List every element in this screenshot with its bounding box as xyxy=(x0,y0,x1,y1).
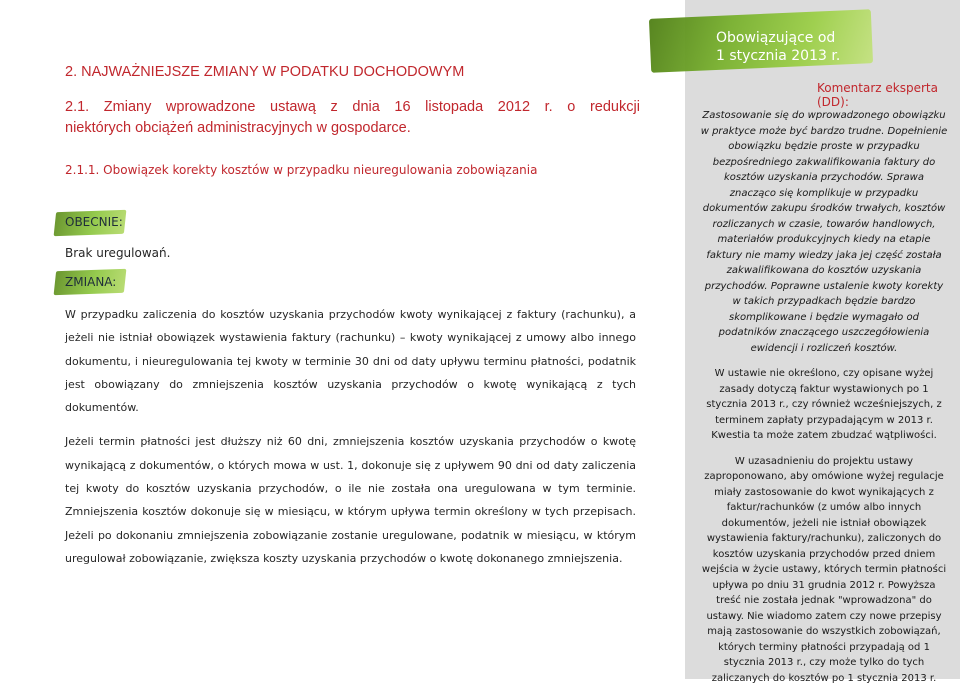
heading-2-1-word: wprowadzone xyxy=(166,97,255,118)
body-paragraph-2: Jeżeli termin płatności jest dłuższy niż 60 dni, zmniejszenia kosztów uzyskania przychodów o kwotę wynikającą z dokumentów, o których mowa w ust. 1, dokonuje się z upływem 90 dni od daty zaliczenia tej kwoty do kosztów uzyskania przychodów, o ile nie została ona uregulowana w tym terminie. Zmniejszenia kosztów dokonuje się w miesiącu, w którym upływa termin określony w tych przepisach. Jeżeli po dokonaniu zmniejszenia zobowiązanie zostanie uregulowane, podatnik w miesiącu, w którym uregulował zobowiązanie, zwiększa koszty uzyskania przychodów o kwotę dokonanego zmniejszenia. xyxy=(65,430,636,570)
heading-2-1-line2: niektórych obciążeń administracyjnych w gospodarce. xyxy=(65,118,640,139)
obecnie-label: OBECNIE: xyxy=(65,215,123,229)
expert-paragraph-3: W uzasadnieniu do projektu ustawy zaproponowano, aby omówione wyżej regulacje miały zastosowanie do kwot wynikających z faktur/rachunków (z umów albo innych dokumentów, jeżeli nie istniał obowiązek wystawienia faktury/rachunku), zaliczonych do kosztów uzyskania przychodów przed dniem wejścia w życie ustawy, których termin płatności upływa po dniu 31 grudnia 2012 r. Powyższa treść nie została jednak "wprowadzona" do ustawy. Nie wiadomo zatem czy nowe przepisy mają zastosowanie do wszystkich zobowiązań, których terminy płatności przypadają od 1 stycznia 2013 r., czy może tylko do tych zaliczanych do kosztów po 1 stycznia 2013 r. xyxy=(700,454,948,686)
heading-2-1-word: listopada xyxy=(425,97,483,118)
expert-paragraph-2: W ustawie nie określono, czy opisane wyżej zasady dotyczą faktur wystawionych po 1 stycznia 2013 r., czy również wcześniejszych, z terminem zapłaty przypadającym w 2013 r. Kwestia ta może zatem zbudzać wątpliwości. xyxy=(700,366,948,444)
effective-date-text xyxy=(716,29,840,65)
heading-2-1-word: ustawą xyxy=(270,97,316,118)
heading-2-1-word: Zmiany xyxy=(104,97,152,118)
heading-2-1-word: z xyxy=(331,97,338,118)
heading-2-1-word: r. xyxy=(545,97,553,118)
heading-2-1-word: 16 xyxy=(394,97,410,118)
heading-2-1-word: 2.1. xyxy=(65,97,89,118)
section-heading-2-1 xyxy=(65,97,640,139)
section-heading-2: 2. NAJWAŻNIEJSZE ZMIANY W PODATKU DOCHODOWYM xyxy=(65,64,464,80)
zmiana-label: ZMIANA: xyxy=(65,275,116,289)
zmiana-body xyxy=(65,303,636,570)
section-heading-2-1-1: 2.1.1. Obowiązek korekty kosztów w przypadku nieuregulowania zobowiązania xyxy=(65,163,537,177)
body-paragraph-1: W przypadku zaliczenia do kosztów uzyskania przychodów kwoty wynikającej z faktury (rachunku), a jeżeli nie istniał obowiązek wystawienia faktury (rachunku) – kwoty wynikającej z umowy albo innego dokumentu, i nieuregulowania tej kwoty w terminie 30 dni od daty upływu terminu płatności, podatnik jest obowiązany do zmniejszenia kosztów uzyskania przychodów o kwotę wynikającą z tych dokumentów. xyxy=(65,303,636,419)
obecnie-text: Brak uregulowań. xyxy=(65,246,170,260)
expert-comment-title: Komentarz eksperta (DD): xyxy=(817,81,960,109)
heading-2-1-line1 xyxy=(65,97,640,118)
heading-2-1-word: redukcji xyxy=(590,97,640,118)
banner-line-1: Obowiązujące od xyxy=(716,29,840,47)
expert-paragraph-1: Zastosowanie się do wprowadzonego obowiązku w praktyce może być bardzo trudne. Dopełnienie obowiązku będzie proste w przypadku bezpośredniego zakwalifikowania faktury do kosztów uzyskania przychodów. Sprawa znacząco się komplikuje w przypadku dokumentów zakupu środków trwałych, kosztów rozliczanych w czasie, towarów handlowych, materiałów produkcyjnych kiedy na etapie faktury nie mamy wiedzy jaka jej część została zakwalifikowana do kosztów uzyskania przychodów. Poprawne ustalenie kwoty korekty w takich przypadkach będzie bardzo skomplikowane i będzie wymagało od podatników znaczącego uszczegółowienia ewidencji i rozliczeń kosztów. xyxy=(700,108,948,356)
expert-comment-body xyxy=(700,108,948,686)
banner-line-2: 1 stycznia 2013 r. xyxy=(716,47,840,65)
heading-2-1-word: dnia xyxy=(352,97,379,118)
heading-2-1-word: o xyxy=(567,97,575,118)
heading-2-1-word: 2012 xyxy=(498,97,530,118)
